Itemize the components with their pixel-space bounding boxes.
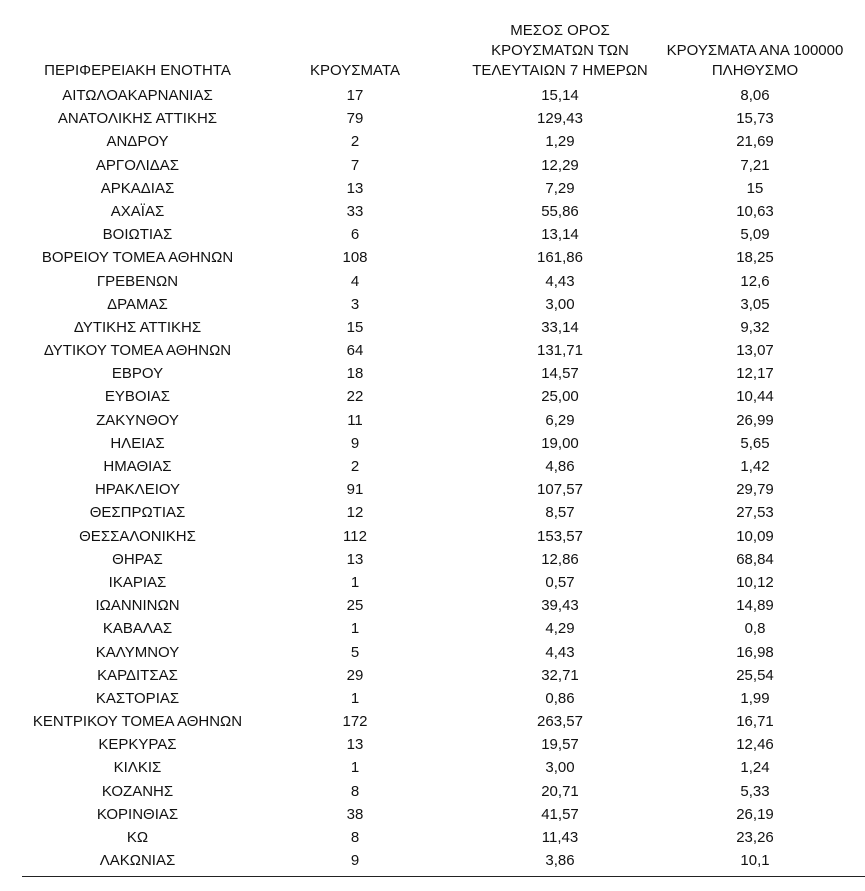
table-row bbox=[0, 780, 865, 803]
region-cell: ΑΧΑΪΑΣ bbox=[110, 202, 165, 220]
table-row bbox=[0, 455, 865, 478]
region-cell: ΗΜΑΘΙΑΣ bbox=[103, 458, 172, 475]
per100k-cell: 10,44 bbox=[736, 388, 774, 406]
avg7-cell: 153,57 bbox=[537, 527, 583, 545]
table-row bbox=[0, 293, 865, 316]
table-row bbox=[0, 525, 865, 548]
per100k-cell: 10,12 bbox=[736, 573, 774, 591]
per100k-cell: 5,09 bbox=[740, 226, 770, 244]
region-cell: ΕΥΒΟΙΑΣ bbox=[104, 388, 171, 406]
region-cell: ΗΛΕΙΑΣ bbox=[110, 434, 165, 452]
avg7-cell: 6,29 bbox=[545, 411, 575, 429]
avg7-cell: 7,29 bbox=[545, 179, 575, 197]
cases-cell: 29 bbox=[346, 666, 364, 684]
per100k-cell: 10,1 bbox=[740, 852, 770, 870]
per100k-cell: 1,42 bbox=[740, 458, 770, 475]
header-per-100k bbox=[650, 41, 860, 81]
cases-cell: 4 bbox=[350, 272, 360, 290]
avg7-cell: 20,71 bbox=[541, 782, 579, 800]
cases-cell: 1 bbox=[350, 620, 360, 638]
avg7-cell: 14,57 bbox=[541, 365, 579, 383]
avg7-cell: 107,57 bbox=[537, 481, 583, 499]
per100k-cell: 1,24 bbox=[740, 759, 770, 777]
header-region bbox=[0, 61, 275, 81]
per100k-cell: 13,07 bbox=[736, 342, 774, 360]
table-row bbox=[0, 594, 865, 617]
region-cell: ΙΚΑΡΙΑΣ bbox=[108, 573, 167, 591]
table-row bbox=[0, 223, 865, 246]
table-row bbox=[0, 826, 865, 849]
avg7-cell: 4,86 bbox=[545, 458, 575, 475]
table-row bbox=[0, 756, 865, 779]
avg7-cell: 4,43 bbox=[545, 643, 575, 661]
region-cell: ΛΑΚΩΝΙΑΣ bbox=[99, 852, 176, 870]
region-cell: ΖΑΚΥΝΘΟΥ bbox=[96, 411, 179, 429]
region-cell: ΑΙΤΩΛΟΑΚΑΡΝΑΝΙΑΣ bbox=[62, 87, 213, 104]
per100k-cell: 15,73 bbox=[736, 110, 774, 128]
avg7-cell: 3,00 bbox=[545, 759, 575, 777]
cases-cell: 6 bbox=[350, 226, 360, 244]
cases-cell: 22 bbox=[346, 388, 364, 406]
header-per100k-line-2: ΠΛΗΘΥΣΜΟ bbox=[711, 62, 799, 79]
header-region-line: ΠΕΡΙΦΕΡΕΙΑΚΗ ΕΝΟΤΗΤΑ bbox=[44, 62, 231, 79]
table-row bbox=[0, 385, 865, 408]
avg7-cell: 25,00 bbox=[541, 388, 579, 406]
header-avg-7-days bbox=[455, 21, 665, 81]
region-cell: ΘΕΣΠΡΩΤΙΑΣ bbox=[89, 504, 186, 522]
per100k-cell: 5,65 bbox=[740, 434, 770, 452]
avg7-cell: 12,29 bbox=[541, 156, 579, 174]
header-avg-line-2: ΚΡΟΥΣΜΑΤΩΝ ΤΩΝ bbox=[491, 42, 629, 59]
avg7-cell: 161,86 bbox=[537, 249, 583, 267]
header-avg-line-3: ΤΕΛΕΥΤΑΙΩΝ 7 ΗΜΕΡΩΝ bbox=[472, 62, 648, 79]
cases-cell: 2 bbox=[350, 458, 360, 475]
per100k-cell: 26,19 bbox=[736, 805, 774, 823]
avg7-cell: 0,86 bbox=[545, 689, 575, 707]
table-row bbox=[0, 339, 865, 362]
avg7-cell: 55,86 bbox=[541, 202, 579, 220]
avg7-cell: 8,57 bbox=[545, 504, 575, 522]
header-avg-line-1: ΜΕΣΟΣ ΟΡΟΣ bbox=[510, 22, 610, 39]
cases-cell: 8 bbox=[350, 782, 360, 800]
region-cell: ΒΟΡΕΙΟΥ ΤΟΜΕΑ ΑΘΗΝΩΝ bbox=[41, 249, 234, 267]
avg7-cell: 32,71 bbox=[541, 666, 579, 684]
cases-cell: 7 bbox=[350, 156, 360, 174]
avg7-cell: 0,57 bbox=[545, 573, 575, 591]
table-row bbox=[0, 84, 865, 107]
per100k-cell: 12,17 bbox=[736, 365, 774, 383]
region-cell: ΘΕΣΣΑΛΟΝΙΚΗΣ bbox=[79, 527, 196, 545]
region-cell: ΚΑΣΤΟΡΙΑΣ bbox=[95, 689, 180, 707]
table-row bbox=[0, 664, 865, 687]
per100k-cell: 1,99 bbox=[740, 689, 770, 707]
region-cell: ΗΡΑΚΛΕΙΟΥ bbox=[94, 481, 181, 499]
table-row bbox=[0, 849, 865, 872]
table-row bbox=[0, 501, 865, 524]
table-row bbox=[0, 432, 865, 455]
table-row bbox=[0, 409, 865, 432]
per100k-cell: 9,32 bbox=[740, 318, 770, 336]
avg7-cell: 39,43 bbox=[541, 597, 579, 615]
cases-cell: 1 bbox=[350, 573, 360, 591]
region-cell: ΑΝΑΤΟΛΙΚΗΣ ΑΤΤΙΚΗΣ bbox=[57, 110, 218, 128]
region-cell: ΔΥΤΙΚΗΣ ΑΤΤΙΚΗΣ bbox=[73, 318, 202, 336]
per100k-cell: 8,06 bbox=[740, 87, 770, 104]
cases-cell: 9 bbox=[350, 852, 360, 870]
cases-cell: 91 bbox=[346, 481, 364, 499]
avg7-cell: 131,71 bbox=[537, 342, 583, 360]
region-cell: ΙΩΑΝΝΙΝΩΝ bbox=[95, 597, 180, 615]
per100k-cell: 16,71 bbox=[736, 713, 774, 731]
cases-cell: 1 bbox=[350, 689, 360, 707]
avg7-cell: 11,43 bbox=[541, 829, 579, 846]
cases-cell: 12 bbox=[346, 504, 364, 522]
header-per100k-line-1: ΚΡΟΥΣΜΑΤΑ ΑΝΑ 100000 bbox=[666, 42, 844, 59]
header-cases bbox=[290, 61, 420, 81]
region-cell: ΘΗΡΑΣ bbox=[112, 550, 163, 568]
table-row bbox=[0, 362, 865, 385]
avg7-cell: 1,29 bbox=[545, 133, 575, 151]
region-cell: ΚΕΡΚΥΡΑΣ bbox=[98, 736, 177, 754]
cases-cell: 15 bbox=[346, 318, 364, 336]
avg7-cell: 19,57 bbox=[541, 736, 579, 754]
table-row bbox=[0, 154, 865, 177]
avg7-cell: 41,57 bbox=[541, 805, 579, 823]
per100k-cell: 15 bbox=[746, 179, 764, 197]
cases-cell: 13 bbox=[346, 179, 364, 197]
region-cell: ΚΑΒΑΛΑΣ bbox=[102, 620, 173, 638]
avg7-cell: 33,14 bbox=[541, 318, 579, 336]
table-row bbox=[0, 641, 865, 664]
table-row bbox=[0, 478, 865, 501]
avg7-cell: 129,43 bbox=[537, 110, 583, 128]
cases-cell: 13 bbox=[346, 550, 364, 568]
cases-cell: 9 bbox=[350, 434, 360, 452]
per100k-cell: 27,53 bbox=[736, 504, 774, 522]
region-cell: ΓΡΕΒΕΝΩΝ bbox=[96, 272, 179, 290]
avg7-cell: 263,57 bbox=[537, 713, 583, 731]
per100k-cell: 12,46 bbox=[736, 736, 774, 754]
cases-cell: 18 bbox=[346, 365, 364, 383]
avg7-cell: 4,43 bbox=[545, 272, 575, 290]
table-row bbox=[0, 803, 865, 826]
table-row bbox=[0, 177, 865, 200]
cases-cell: 2 bbox=[350, 133, 360, 151]
cases-cell: 38 bbox=[346, 805, 364, 823]
per100k-cell: 68,84 bbox=[736, 550, 774, 568]
per100k-cell: 29,79 bbox=[736, 481, 774, 499]
cases-cell: 8 bbox=[350, 829, 360, 846]
per100k-cell: 3,05 bbox=[740, 295, 770, 313]
region-cell: ΚΑΛΥΜΝΟΥ bbox=[95, 643, 180, 661]
per100k-cell: 26,99 bbox=[736, 411, 774, 429]
region-cell: ΒΟΙΩΤΙΑΣ bbox=[102, 226, 173, 244]
avg7-cell: 4,29 bbox=[545, 620, 575, 638]
avg7-cell: 12,86 bbox=[541, 550, 579, 568]
cases-cell: 13 bbox=[346, 736, 364, 754]
cases-cell: 5 bbox=[350, 643, 360, 661]
table-row bbox=[0, 687, 865, 710]
region-cell: ΚΕΝΤΡΙΚΟΥ ΤΟΜΕΑ ΑΘΗΝΩΝ bbox=[32, 713, 243, 731]
per100k-cell: 7,21 bbox=[740, 156, 770, 174]
table-row bbox=[0, 270, 865, 293]
cases-cell: 79 bbox=[346, 110, 364, 128]
table-body bbox=[0, 84, 865, 872]
cases-cell: 108 bbox=[342, 249, 368, 267]
table-row bbox=[0, 246, 865, 269]
per100k-cell: 10,09 bbox=[736, 527, 774, 545]
region-cell: ΑΡΚΑΔΙΑΣ bbox=[100, 179, 175, 197]
region-cell: ΚΑΡΔΙΤΣΑΣ bbox=[97, 666, 178, 684]
region-cell: ΕΒΡΟΥ bbox=[111, 365, 164, 383]
region-cell: ΚΟΖΑΝΗΣ bbox=[101, 782, 174, 800]
avg7-cell: 3,86 bbox=[545, 852, 575, 870]
avg7-cell: 3,00 bbox=[545, 295, 575, 313]
avg7-cell: 15,14 bbox=[541, 87, 579, 104]
header-cases-line: ΚΡΟΥΣΜΑΤΑ bbox=[310, 62, 400, 79]
region-cell: ΔΥΤΙΚΟΥ ΤΟΜΕΑ ΑΘΗΝΩΝ bbox=[43, 342, 232, 360]
table-row bbox=[0, 710, 865, 733]
cases-cell: 25 bbox=[346, 597, 364, 615]
per100k-cell: 0,8 bbox=[744, 620, 766, 638]
avg7-cell: 13,14 bbox=[541, 226, 579, 244]
cases-cell: 64 bbox=[346, 342, 364, 360]
table-row bbox=[0, 617, 865, 640]
per100k-cell: 23,26 bbox=[736, 829, 774, 846]
per100k-cell: 5,33 bbox=[740, 782, 770, 800]
table-row bbox=[0, 130, 865, 153]
table-row bbox=[0, 316, 865, 339]
region-cell: ΑΡΓΟΛΙΔΑΣ bbox=[95, 156, 180, 174]
table-bottom-rule bbox=[22, 876, 865, 877]
per100k-cell: 14,89 bbox=[736, 597, 774, 615]
table-row bbox=[0, 107, 865, 130]
per100k-cell: 18,25 bbox=[736, 249, 774, 267]
cases-cell: 11 bbox=[347, 411, 363, 429]
per100k-cell: 16,98 bbox=[736, 643, 774, 661]
per100k-cell: 10,63 bbox=[736, 202, 774, 220]
region-cell: ΚΙΛΚΙΣ bbox=[113, 759, 162, 777]
avg7-cell: 19,00 bbox=[541, 434, 579, 452]
per100k-cell: 21,69 bbox=[736, 133, 774, 151]
region-cell: ΑΝΔΡΟΥ bbox=[106, 133, 169, 151]
cases-cell: 112 bbox=[343, 527, 367, 545]
cases-cell: 1 bbox=[350, 759, 360, 777]
region-cell: ΚΩ bbox=[126, 829, 149, 846]
table-row bbox=[0, 733, 865, 756]
region-cell: ΚΟΡΙΝΘΙΑΣ bbox=[96, 805, 179, 823]
table-row bbox=[0, 548, 865, 571]
cases-cell: 17 bbox=[346, 87, 364, 104]
table-row bbox=[0, 200, 865, 223]
cases-cell: 172 bbox=[342, 713, 368, 731]
region-cell: ΔΡΑΜΑΣ bbox=[107, 295, 168, 313]
cases-cell: 3 bbox=[350, 295, 360, 313]
table-row bbox=[0, 571, 865, 594]
per100k-cell: 25,54 bbox=[736, 666, 774, 684]
per100k-cell: 12,6 bbox=[740, 272, 770, 290]
cases-cell: 33 bbox=[346, 202, 364, 220]
